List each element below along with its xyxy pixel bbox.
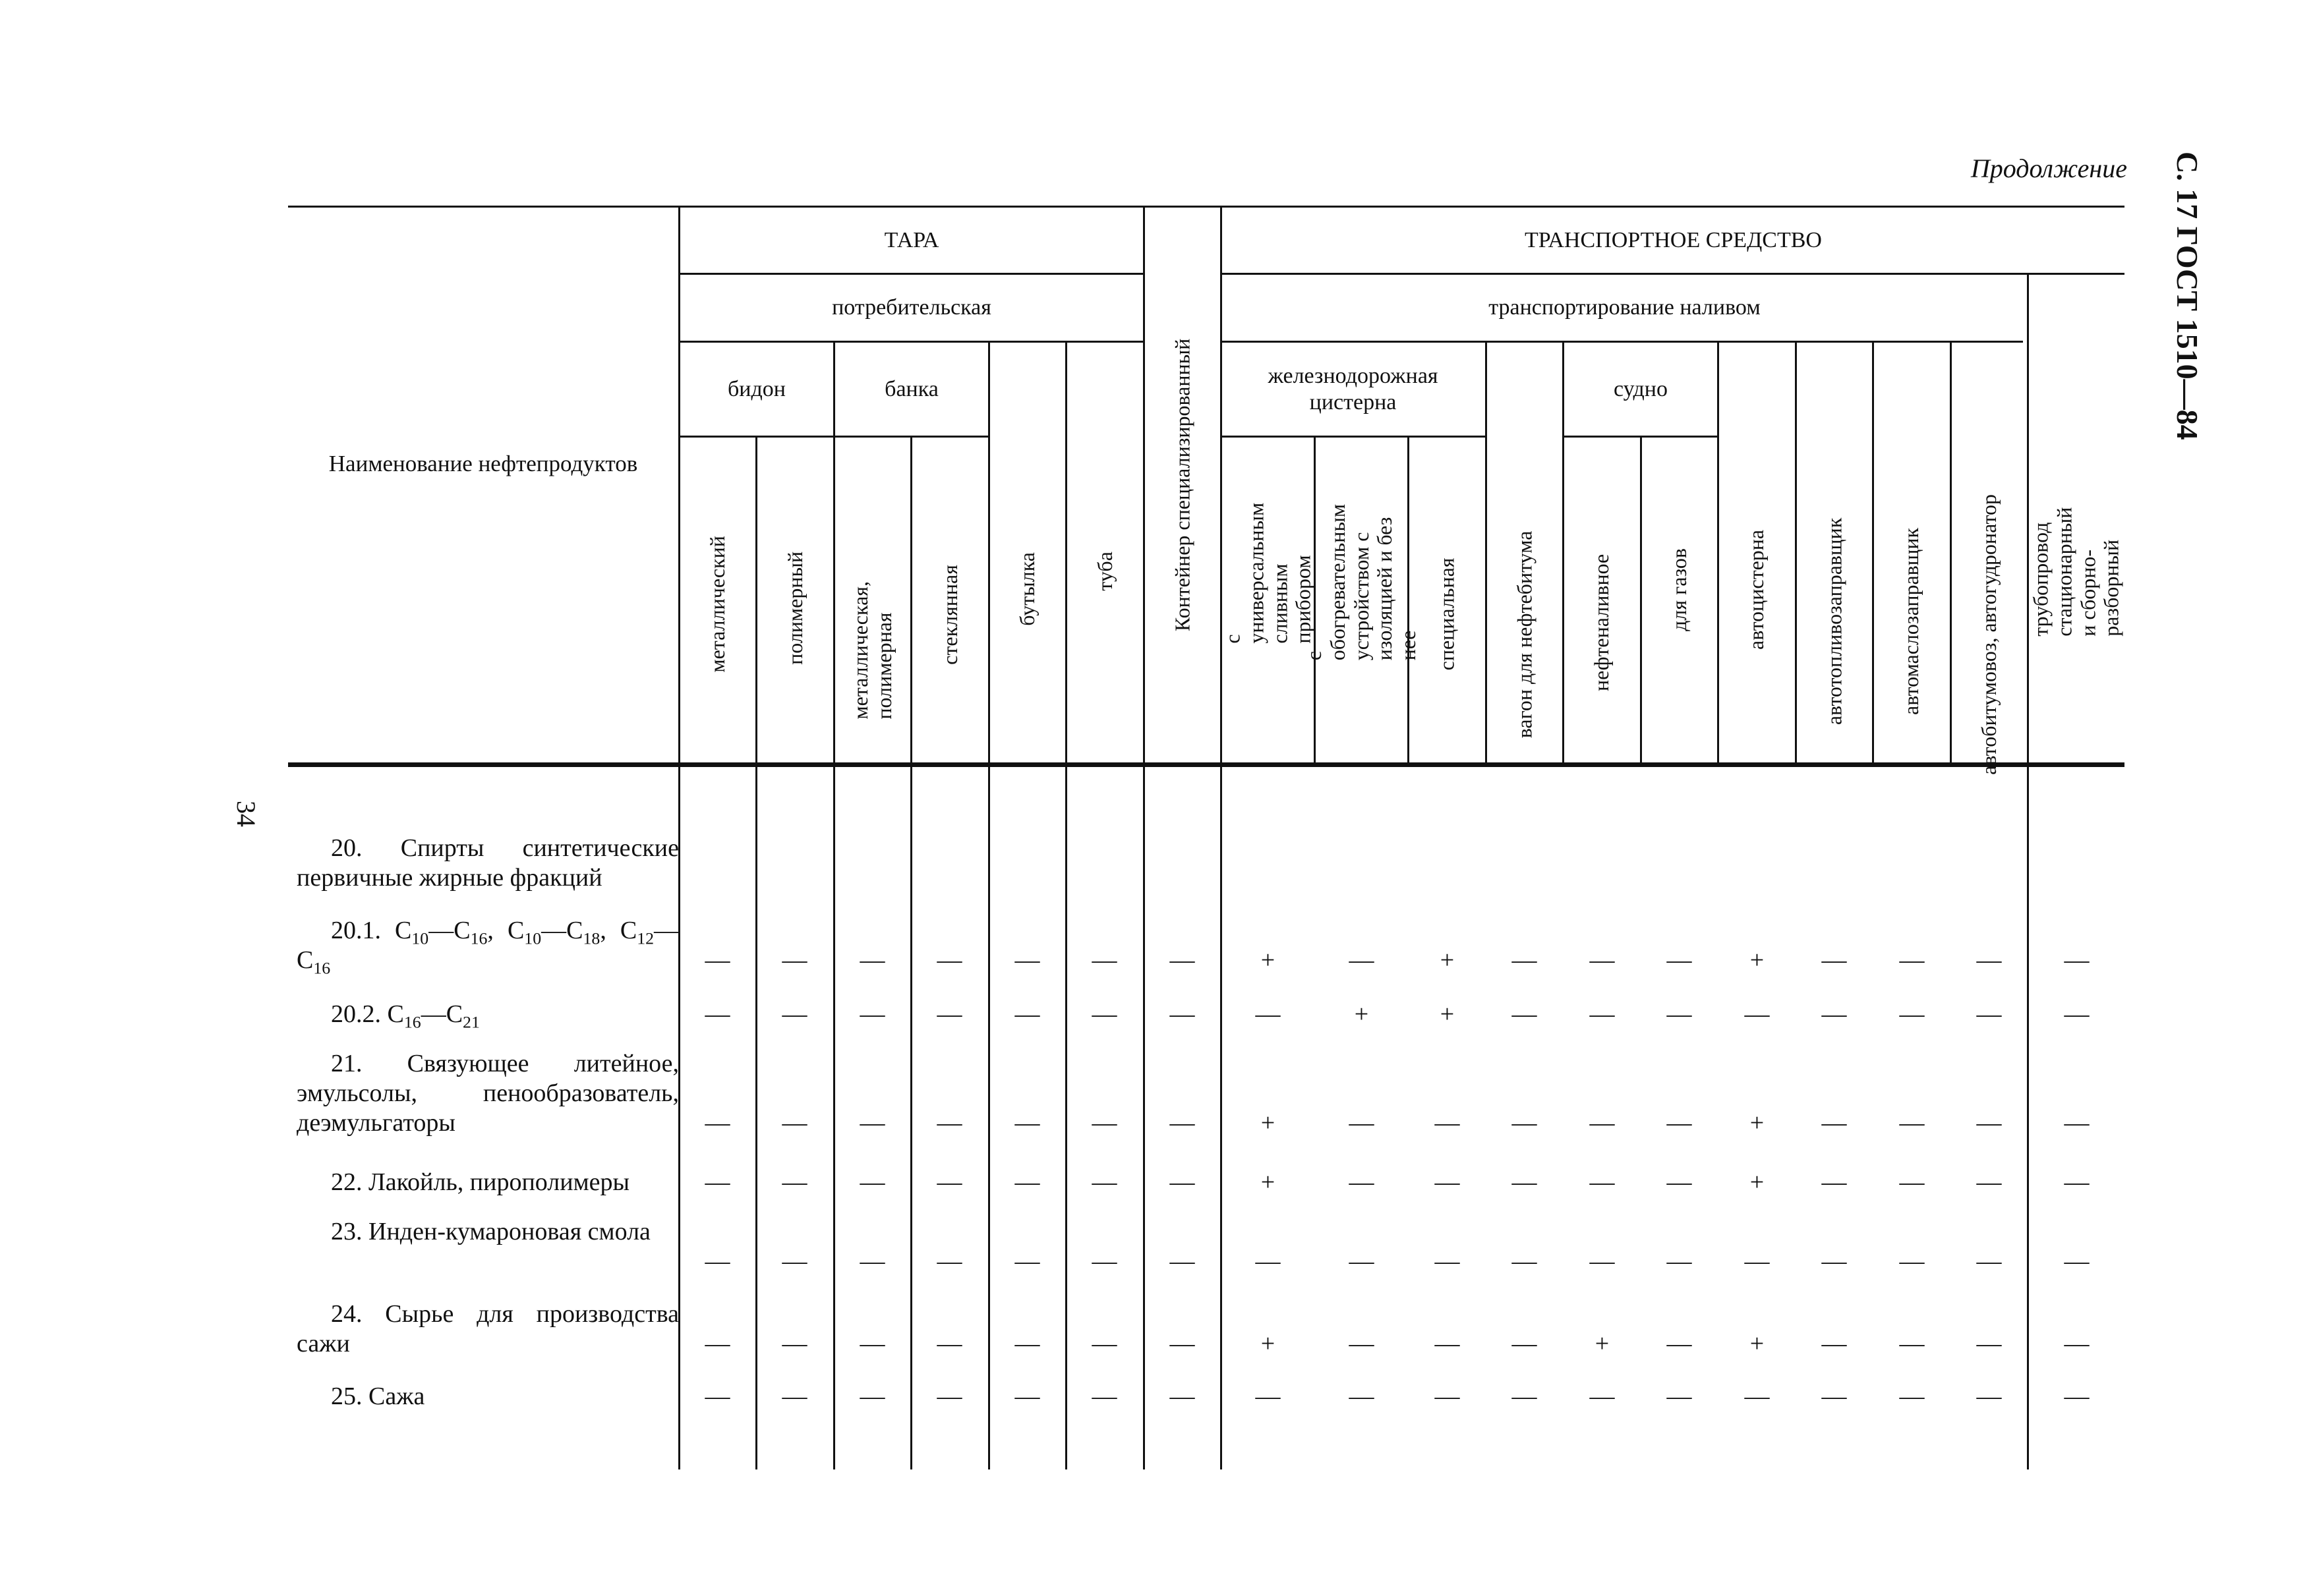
header-bitumen-truck-text: автобитумовоз, автогудронатор	[1977, 494, 2001, 776]
cell-dash: —	[1976, 1330, 2002, 1357]
header-heating	[1301, 438, 1420, 762]
cell-dash: —	[1899, 1000, 1925, 1028]
cell-dash: —	[782, 1247, 807, 1275]
header-glass	[912, 438, 988, 762]
row-name: 20.1. $C_{10}—C_{16}$, $C_{10}—C_{18}$, $C_{12}—C_{16}$	[297, 917, 680, 978]
cell-dash: —	[782, 1168, 807, 1196]
header-bottle-text: бутылка	[1015, 552, 1039, 626]
cell-dash: —	[1092, 1382, 1117, 1410]
header-tube	[1067, 343, 1143, 762]
cell-dash: —	[1349, 946, 1374, 974]
cell-dash: —	[860, 1247, 885, 1275]
cell-dash: —	[2064, 1168, 2090, 1196]
cell-dash: —	[1976, 1109, 2002, 1137]
cell-plus: +	[1260, 1109, 1275, 1137]
cell-dash: —	[1014, 946, 1040, 974]
cell-dash: —	[860, 1382, 885, 1410]
cell-dash: —	[1976, 1247, 2002, 1275]
cell-dash: —	[1092, 1000, 1117, 1028]
header-oil-truck	[1874, 343, 1950, 762]
cell-dash: —	[705, 1382, 730, 1410]
cell-dash: —	[937, 1330, 962, 1357]
header-tara: ТАРА	[884, 227, 939, 252]
cell-dash: —	[1666, 1168, 1692, 1196]
header-banka-metal-text: металлическая, полимерная	[848, 581, 896, 720]
cell-dash: —	[782, 1330, 807, 1357]
row-name: 20.2. $C_{16}—C_{21}$	[331, 1000, 480, 1032]
header-container-text: Контейнер специализированный	[1170, 338, 1194, 632]
cell-dash: —	[1821, 1247, 1847, 1275]
cell-dash: —	[1511, 1330, 1537, 1357]
header-consumer: потребительская	[832, 295, 991, 320]
cell-dash: —	[1666, 1000, 1692, 1028]
row-name: 24. Сырье для производства сажи	[297, 1300, 679, 1357]
cell-dash: —	[1511, 1382, 1537, 1410]
header-fuel-truck-text: автотопливозаправщик	[1822, 517, 1846, 726]
cell-dash: —	[1092, 946, 1117, 974]
header-special	[1409, 438, 1485, 762]
cell-dash: —	[705, 1000, 730, 1028]
cell-dash: —	[1666, 1247, 1692, 1275]
cell-dash: —	[1589, 1247, 1615, 1275]
cell-dash: —	[1511, 1109, 1537, 1137]
header-polymer-bidon-text: полимерный	[782, 552, 807, 666]
cell-dash: —	[2064, 1109, 2090, 1137]
cell-dash: —	[1092, 1168, 1117, 1196]
cell-dash: —	[1255, 1000, 1281, 1028]
col-divider	[1220, 206, 1222, 1469]
cell-dash: —	[1744, 1247, 1770, 1275]
cell-dash: —	[1899, 1330, 1925, 1357]
header-oil-truck-text: автомаслозаправщик	[1899, 528, 1923, 716]
cell-dash: —	[1014, 1330, 1040, 1357]
cell-dash: —	[1589, 1168, 1615, 1196]
continuation-label: Продолжение	[1970, 154, 2127, 183]
header-tube-text: туба	[1092, 552, 1117, 591]
cell-dash: —	[1169, 1109, 1195, 1137]
cell-dash: —	[1511, 1168, 1537, 1196]
cell-dash: —	[1976, 1168, 2002, 1196]
header-banka: банка	[885, 376, 939, 401]
cell-dash: —	[1434, 1168, 1460, 1196]
cell-dash: —	[1169, 1000, 1195, 1028]
cell-dash: —	[1976, 1000, 2002, 1028]
cell-plus: +	[1260, 1330, 1275, 1357]
cell-dash: —	[937, 1247, 962, 1275]
cell-dash: —	[1349, 1168, 1374, 1196]
header-gas-ship	[1642, 438, 1717, 762]
cell-dash: —	[1092, 1247, 1117, 1275]
cell-dash: —	[2064, 946, 2090, 974]
cell-dash: —	[1589, 1000, 1615, 1028]
cell-dash: —	[860, 1330, 885, 1357]
page-number-text: 34	[231, 801, 261, 827]
cell-dash: —	[1014, 1382, 1040, 1410]
cell-dash: —	[1434, 1109, 1460, 1137]
cell-dash: —	[1434, 1247, 1460, 1275]
cell-dash: —	[1666, 1109, 1692, 1137]
table-header-bottom-rule	[288, 762, 2124, 767]
cell-plus: +	[1260, 946, 1275, 974]
cell-dash: —	[937, 1168, 962, 1196]
cell-dash: —	[1511, 946, 1537, 974]
cell-dash: —	[1434, 1330, 1460, 1357]
cell-dash: —	[860, 1109, 885, 1137]
cell-dash: —	[1899, 1109, 1925, 1137]
header-name-column: Наименование нефтепродуктов	[328, 451, 638, 476]
cell-dash: —	[705, 1168, 730, 1196]
page-number	[231, 801, 267, 847]
header-banka-metal	[835, 438, 910, 762]
cell-dash: —	[1899, 946, 1925, 974]
cell-dash: —	[1821, 1382, 1847, 1410]
cell-dash: —	[1169, 1330, 1195, 1357]
header-glass-text: стеклянная	[937, 565, 962, 665]
cell-dash: —	[1349, 1247, 1374, 1275]
cell-dash: —	[1589, 946, 1615, 974]
cell-dash: —	[1899, 1168, 1925, 1196]
running-header	[2169, 152, 2215, 481]
cell-dash: —	[1169, 1382, 1195, 1410]
cell-dash: —	[782, 1382, 807, 1410]
header-heating-text: с обогревательным устройством с изоляцией и без нее	[1301, 503, 1420, 661]
cell-dash: —	[705, 1109, 730, 1137]
header-bulk: транспортирование наливом	[1488, 295, 1761, 320]
cell-dash: —	[1821, 946, 1847, 974]
header-fuel-truck	[1797, 343, 1872, 762]
cell-dash: —	[1666, 946, 1692, 974]
cell-dash: —	[1744, 1382, 1770, 1410]
cell-dash: —	[937, 946, 962, 974]
cell-dash: —	[1511, 1247, 1537, 1275]
cell-dash: —	[937, 1000, 962, 1028]
cell-dash: —	[1255, 1382, 1281, 1410]
row-name: 21. Связующее литейное, эмульсолы, пенообразователь, деэмульгаторы	[297, 1050, 679, 1137]
cell-dash: —	[860, 1168, 885, 1196]
header-universal	[1219, 438, 1315, 762]
header-bitumen-wagon	[1487, 343, 1562, 762]
header-oil-ship-text: нефтеналивное	[1589, 554, 1614, 692]
cell-dash: —	[1744, 1000, 1770, 1028]
cell-plus: +	[1440, 1000, 1455, 1028]
header-transport: ТРАНСПОРТНОЕ СРЕДСТВО	[1525, 227, 1822, 252]
cell-plus: +	[1749, 1330, 1765, 1357]
cell-dash: —	[937, 1109, 962, 1137]
cell-dash: —	[782, 1109, 807, 1137]
cell-dash: —	[782, 1000, 807, 1028]
cell-plus: +	[1749, 1168, 1765, 1196]
cell-dash: —	[860, 1000, 885, 1028]
header-ship: судно	[1614, 376, 1668, 401]
header-bottle	[990, 343, 1065, 762]
cell-dash: —	[1169, 1168, 1195, 1196]
cell-dash: —	[705, 1247, 730, 1275]
cell-dash: —	[1821, 1168, 1847, 1196]
cell-dash: —	[782, 946, 807, 974]
cell-plus: +	[1260, 1168, 1275, 1196]
row-name: 23. Инден-кумароновая смола	[331, 1218, 651, 1245]
cell-dash: —	[1169, 946, 1195, 974]
cell-plus: +	[1354, 1000, 1369, 1028]
cell-dash: —	[1666, 1330, 1692, 1357]
cell-dash: —	[2064, 1382, 2090, 1410]
cell-dash: —	[1821, 1330, 1847, 1357]
cell-dash: —	[1014, 1000, 1040, 1028]
header-gas-ship-text: для газов	[1667, 548, 1691, 632]
header-bidon: бидон	[728, 376, 786, 401]
header-container	[1145, 208, 1220, 762]
header-pipeline-text: трубопровод стационарный и сборно-разборный	[2028, 507, 2124, 637]
header-rail-tank: железнодорожная цистерна	[1268, 364, 1438, 414]
cell-dash: —	[1092, 1330, 1117, 1357]
cell-dash: —	[1821, 1109, 1847, 1137]
cell-dash: —	[1434, 1382, 1460, 1410]
cell-dash: —	[1092, 1109, 1117, 1137]
header-bitumen-wagon-text: вагон для нефтебитума	[1512, 530, 1537, 739]
cell-dash: —	[1014, 1109, 1040, 1137]
cell-dash: —	[1014, 1168, 1040, 1196]
cell-dash: —	[2064, 1000, 2090, 1028]
cell-dash: —	[1255, 1247, 1281, 1275]
cell-plus: +	[1595, 1330, 1610, 1357]
running-header-text: С. 17 ГОСТ 1510—84	[2171, 152, 2204, 440]
cell-plus: +	[1440, 946, 1455, 974]
cell-dash: —	[937, 1382, 962, 1410]
cell-dash: —	[1821, 1000, 1847, 1028]
header-polymer-bidon	[757, 438, 833, 762]
row-name: 22. Лакойль, пирополимеры	[331, 1168, 630, 1196]
cell-dash: —	[1899, 1382, 1925, 1410]
cell-dash: —	[705, 1330, 730, 1357]
cell-dash: —	[705, 946, 730, 974]
header-pipeline	[2029, 275, 2124, 762]
cell-dash: —	[1976, 1382, 2002, 1410]
header-metal-bidon-text: металлический	[705, 536, 730, 673]
cell-dash: —	[1666, 1382, 1692, 1410]
cell-dash: —	[1511, 1000, 1537, 1028]
header-special-text: специальная	[1434, 557, 1459, 671]
cell-plus: +	[1749, 946, 1765, 974]
header-metal-bidon	[680, 438, 755, 762]
header-autotank	[1719, 343, 1795, 762]
cell-dash: —	[1349, 1109, 1374, 1137]
cell-dash: —	[1169, 1247, 1195, 1275]
cell-dash: —	[1014, 1247, 1040, 1275]
row-name: 20. Спирты синтетические первичные жирные фракций	[297, 834, 679, 892]
cell-dash: —	[860, 946, 885, 974]
header-autotank-text: автоцистерна	[1744, 530, 1769, 650]
cell-dash: —	[1349, 1382, 1374, 1410]
cell-dash: —	[1976, 946, 2002, 974]
header-universal-text: с универсальным сливным прибором	[1219, 502, 1315, 644]
cell-plus: +	[1749, 1109, 1765, 1137]
header-oil-ship	[1564, 438, 1640, 762]
cell-dash: —	[1899, 1247, 1925, 1275]
row-name: 25. Сажа	[331, 1382, 425, 1410]
cell-dash: —	[1589, 1382, 1615, 1410]
header-bitumen-truck	[1952, 343, 2027, 776]
cell-dash: —	[2064, 1247, 2090, 1275]
cell-dash: —	[1589, 1109, 1615, 1137]
cell-dash: —	[2064, 1330, 2090, 1357]
cell-dash: —	[1349, 1330, 1374, 1357]
